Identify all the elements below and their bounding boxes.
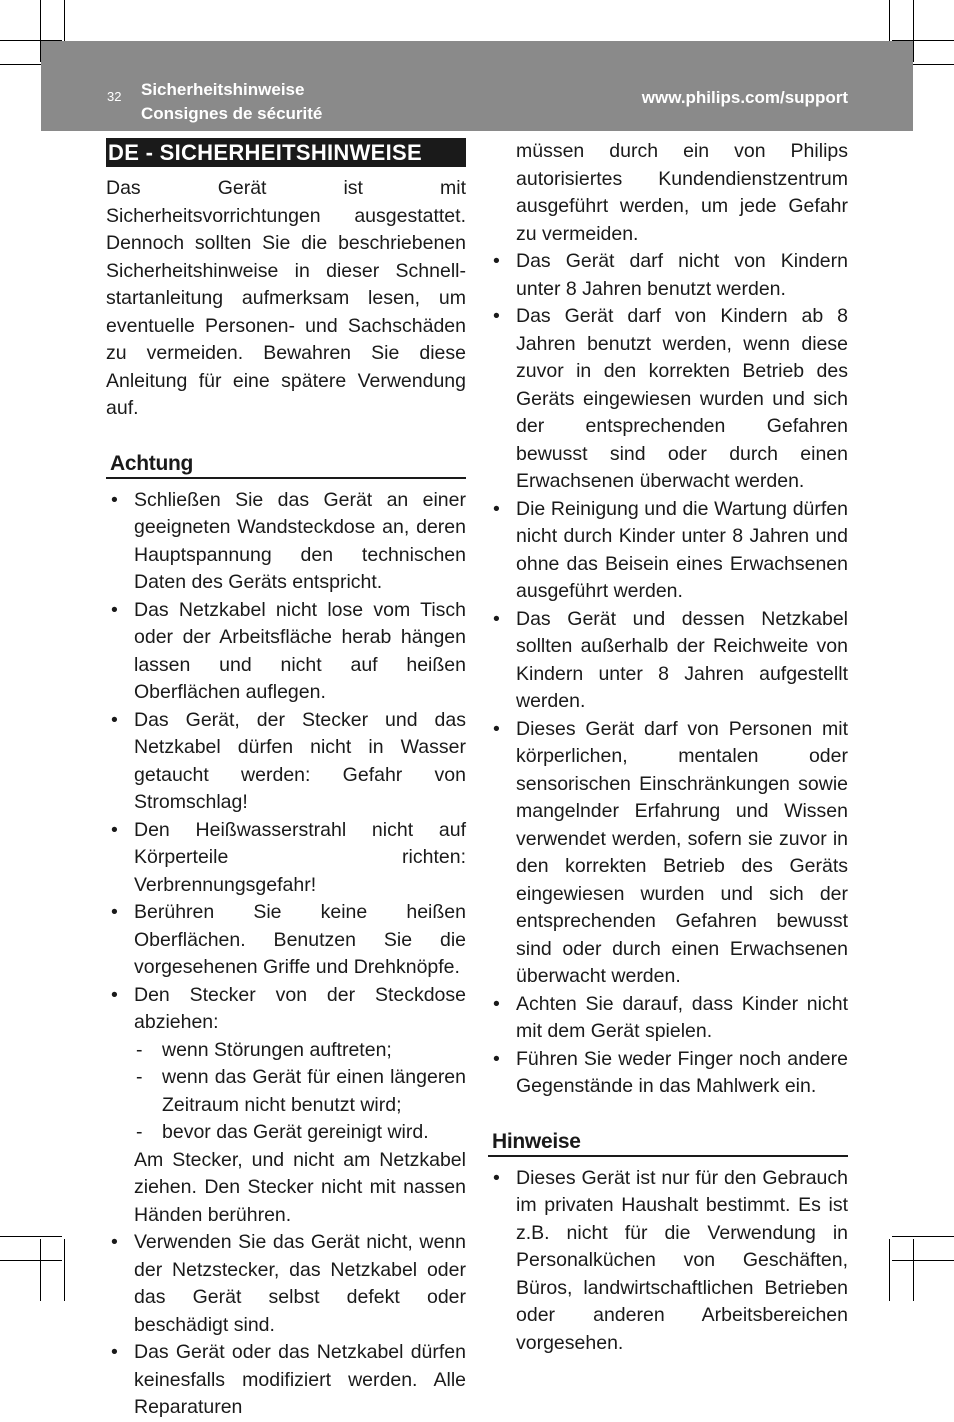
list-item <box>488 248 848 303</box>
list-item <box>488 991 848 1046</box>
crop-mark <box>913 1239 914 1301</box>
achtung-list <box>106 487 466 1422</box>
crop-mark <box>889 1239 890 1301</box>
list-item-text: Dieses Gerät ist nur für den Gebrauch im privaten Haushalt bestimmt. Es ist z.B. nicht für die Verwendung in Personalküchen von Geschäften, Büros, landwirtschaftlichen Betrieben oder anderen Arbeitsbereichen vorgesehen. <box>516 1166 848 1354</box>
bullet-icon: • <box>493 717 500 740</box>
list-item-text: Berühren Sie keine heißen Oberflächen. Benutzen Sie die vorgesehenen Griffe und Drehknöpfe. <box>134 901 466 978</box>
bullet-icon: • <box>111 901 118 923</box>
bullet-icon: • <box>493 1166 500 1189</box>
list-item-text: Das Gerät oder das Netzkabel dürfen keinesfalls modifiziert werden. Alle Reparaturen <box>134 1341 466 1418</box>
bullet-icon: • <box>111 1231 118 1253</box>
list-item <box>106 487 466 597</box>
section-title-de: Sicherheitshinweise <box>141 80 305 99</box>
section-title-fr: Consignes de sécurité <box>141 104 323 123</box>
list-item <box>488 606 848 716</box>
bullet-icon: • <box>493 250 500 272</box>
crop-mark <box>0 1236 62 1237</box>
list-item-text: Das Gerät und dessen Netzkabel sollten außerhalb der Reichweite von Kindern unter 8 Jahren aufgestellt werden. <box>516 607 848 712</box>
bullet-icon: • <box>111 708 118 731</box>
list-item <box>106 707 466 817</box>
bullet-icon: • <box>493 607 500 630</box>
list-item <box>488 303 848 496</box>
bullet-icon: • <box>493 305 500 327</box>
list-item <box>106 899 466 982</box>
sublist-item-text: bevor das Gerät gereinigt wird. <box>162 1121 429 1143</box>
list-item-text: Verwenden Sie das Gerät nicht, wenn der Netzstecker, das Netzkabel oder das Gerät selbst defekt oder beschädigt sind. <box>134 1231 466 1336</box>
section-title <box>141 78 322 126</box>
bullet-icon: • <box>111 983 118 1006</box>
support-url: www.philips.com/support <box>641 88 848 107</box>
list-item-text: Das Gerät darf nicht von Kindern unter 8 Jahren benutzt werden. <box>516 250 848 300</box>
list-item-text: Dieses Gerät darf von Personen mit körperlichen, mentalen oder sensorischen Einschränkungen sowie mangelnder Erfahrung und Wissen verwendet werden, sofern sie zuvor in den korrekten Betrieb des Geräts eingewiesen wurden und sich der entsprechenden Gefahren bewusst sind oder durch einen Erwachsenen überwacht werden. <box>516 717 848 987</box>
list-item-text: Führen Sie weder Finger noch andere Gegenstände in das Mahlwerk ein. <box>516 1047 848 1097</box>
crop-mark <box>913 0 914 62</box>
hinweise-heading: Hinweise <box>488 1129 848 1157</box>
achtung-heading: Achtung <box>106 451 466 479</box>
list-item <box>106 1229 466 1339</box>
unplug-sublist <box>134 1037 466 1147</box>
right-column <box>488 138 848 1357</box>
list-item <box>488 496 848 606</box>
list-item <box>488 1165 848 1358</box>
list-item <box>488 716 848 991</box>
bullet-icon: • <box>493 992 500 1015</box>
crop-mark <box>892 1260 954 1261</box>
list-item-text: Achten Sie darauf, dass Kinder nicht mit dem Gerät spielen. <box>516 992 848 1042</box>
dash-icon: - <box>136 1038 143 1061</box>
bullet-icon: • <box>111 1341 118 1363</box>
list-item <box>106 597 466 707</box>
crop-mark <box>892 1236 954 1237</box>
list-item-unplug <box>106 982 466 1230</box>
list-item-text: Das Netzkabel nicht lose vom Tisch oder der Arbeitsfläche herab hängen lassen und nicht auf heißen Oberflächen auflegen. <box>134 598 466 703</box>
achtung-list-continued <box>488 248 848 1101</box>
bullet-icon: • <box>111 598 118 621</box>
unplug-note: Am Stecker, und nicht am Netzkabel ziehen. Den Stecker nicht mit nassen Händen berühren. <box>134 1148 466 1226</box>
bullet-icon: • <box>111 818 118 841</box>
crop-mark <box>40 1239 41 1301</box>
crop-mark <box>64 1239 65 1301</box>
crop-mark <box>0 1260 62 1261</box>
bullet-icon: • <box>493 497 500 520</box>
list-item-text: Schließen Sie das Gerät an einer geeigneten Wandsteckdose an, deren Hauptspannung den technischen Daten des Geräts entspricht. <box>134 488 466 593</box>
bullet-icon: • <box>111 488 118 511</box>
list-item-continuation: müssen durch ein von Philips autorisiertes Kundendienstzentrum ausgeführt werden, um jede Gefahr zu vermeiden. <box>516 140 848 245</box>
list-item <box>106 817 466 900</box>
list-item-text: Den Heißwasserstrahl nicht auf Körperteile richten: Verbrennungsgefahr! <box>134 818 466 896</box>
hinweise-list <box>488 1165 848 1358</box>
dash-icon: - <box>136 1066 143 1088</box>
document-title: DE - SICHERHEITSHINWEISE <box>106 138 466 167</box>
list-item-text: Das Gerät, der Stecker und das Netzkabel dürfen nicht in Wasser getaucht werden: Gefahr von Stromschlag! <box>134 708 466 813</box>
dash-icon: - <box>136 1121 143 1143</box>
intro-paragraph: Das Gerät ist mit Sicherheitsvorrichtungen ausgestattet. Dennoch sollten Sie die beschriebenen Sicherheitshinweise in dieser Schnellstartanleitung aufmerksam lesen, um eventuelle Personen- und Sachschäden zu vermeiden. Bewahren Sie diese Anleitung für eine spätere Verwendung auf. <box>106 177 466 419</box>
list-item-text: Die Reinigung und die Wartung dürfen nicht durch Kinder unter 8 Jahren und ohne das Beisein eines Erwachsenen ausgeführt werden. <box>516 497 848 602</box>
sublist-item <box>134 1119 466 1147</box>
bullet-icon: • <box>493 1047 500 1070</box>
left-column <box>106 138 466 1422</box>
list-item-text: Das Gerät darf von Kindern ab 8 Jahren benutzt werden, wenn diese zuvor in den korrekten Betrieb des Geräts eingewiesen wurden und sich der entsprechenden Gefahren bewusst sind oder durch einen Erwachsenen überwacht werden. <box>516 305 848 492</box>
sublist-item <box>134 1064 466 1119</box>
sublist-item-text: wenn das Gerät für einen längeren Zeitraum nicht benutzt wird; <box>162 1066 466 1116</box>
sublist-item <box>134 1037 466 1065</box>
list-item-text: Den Stecker von der Steckdose abziehen: <box>134 983 466 1033</box>
list-item <box>106 1339 466 1422</box>
page-number: 32 <box>107 89 122 104</box>
list-item <box>488 1046 848 1101</box>
sublist-item-text: wenn Störungen auftreten; <box>162 1038 392 1061</box>
page-header <box>41 41 913 131</box>
